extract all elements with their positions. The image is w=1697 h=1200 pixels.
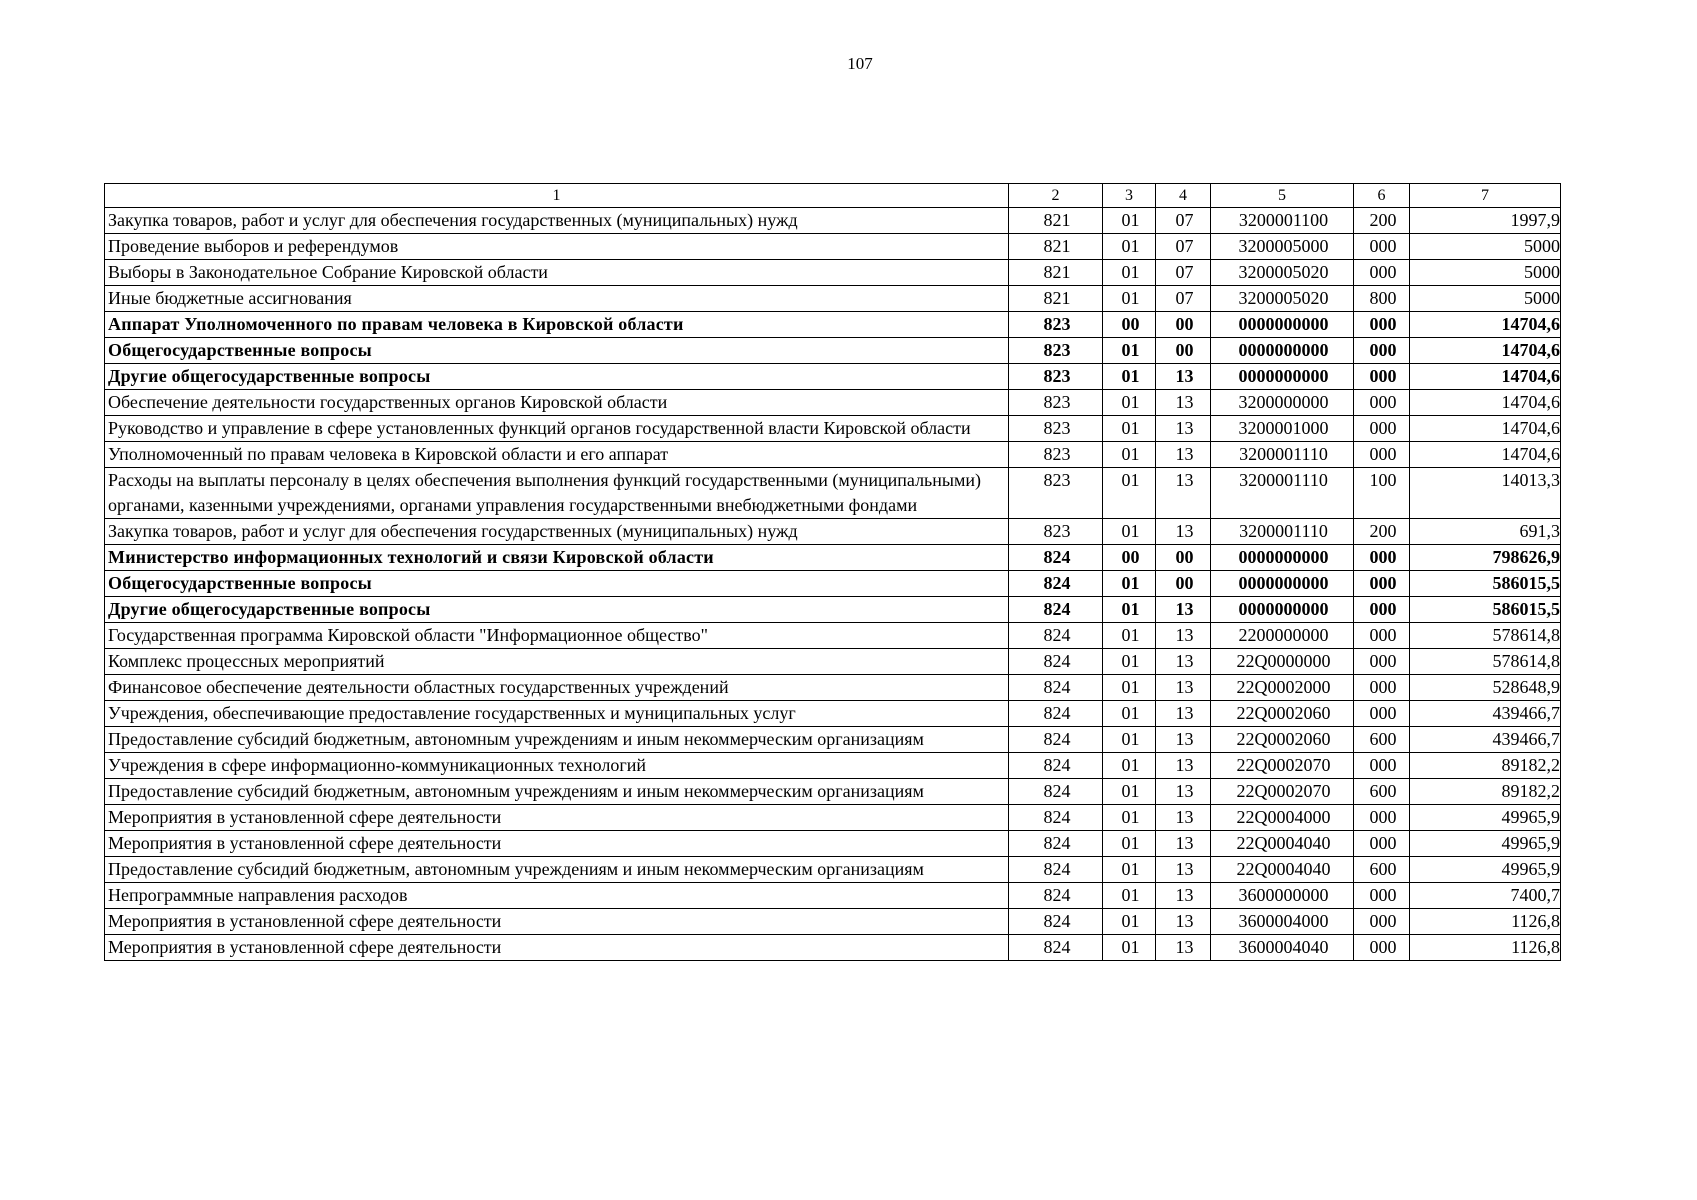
admin-code: 823 [1009,519,1103,545]
target-item-code: 3200001110 [1211,442,1354,468]
row-name: Государственная программа Кировской области "Информационное общество" [105,623,1009,649]
subsection-code: 13 [1156,675,1211,701]
expense-type-code: 100 [1354,468,1410,519]
amount: 5000 [1410,286,1561,312]
section-code: 01 [1103,701,1156,727]
expense-type-code: 000 [1354,701,1410,727]
section-code: 01 [1103,571,1156,597]
expense-type-code: 000 [1354,571,1410,597]
section-code: 01 [1103,208,1156,234]
target-item-code: 3600004040 [1211,935,1354,961]
subsection-code: 13 [1156,909,1211,935]
target-item-code: 22Q0004040 [1211,857,1354,883]
section-code: 01 [1103,234,1156,260]
expense-type-code: 200 [1354,519,1410,545]
section-code: 01 [1103,338,1156,364]
amount: 439466,7 [1410,701,1561,727]
subsection-code: 13 [1156,649,1211,675]
row-name: Непрограммные направления расходов [105,883,1009,909]
row-name: Министерство информационных технологий и связи Кировской области [105,545,1009,571]
column-header: 3 [1103,184,1156,208]
table-row [105,545,1561,571]
target-item-code: 22Q0002060 [1211,727,1354,753]
target-item-code: 22Q0002070 [1211,753,1354,779]
column-header: 5 [1211,184,1354,208]
section-code: 01 [1103,805,1156,831]
amount: 14013,3 [1410,468,1561,519]
section-code: 01 [1103,857,1156,883]
section-code: 01 [1103,597,1156,623]
row-name: Уполномоченный по правам человека в Кировской области и его аппарат [105,442,1009,468]
admin-code: 824 [1009,571,1103,597]
target-item-code: 3200005000 [1211,234,1354,260]
column-header: 4 [1156,184,1211,208]
subsection-code: 13 [1156,390,1211,416]
subsection-code: 07 [1156,260,1211,286]
amount: 49965,9 [1410,805,1561,831]
row-name: Аппарат Уполномоченного по правам человека в Кировской области [105,312,1009,338]
subsection-code: 13 [1156,623,1211,649]
subsection-code: 13 [1156,519,1211,545]
table-row [105,234,1561,260]
column-header: 7 [1410,184,1561,208]
admin-code: 824 [1009,727,1103,753]
admin-code: 824 [1009,857,1103,883]
target-item-code: 0000000000 [1211,571,1354,597]
row-name: Мероприятия в установленной сфере деятельности [105,831,1009,857]
column-header: 1 [105,184,1009,208]
amount: 49965,9 [1410,831,1561,857]
section-code: 01 [1103,909,1156,935]
amount: 5000 [1410,234,1561,260]
subsection-code: 13 [1156,857,1211,883]
expense-type-code: 800 [1354,286,1410,312]
admin-code: 823 [1009,312,1103,338]
subsection-code: 00 [1156,571,1211,597]
amount: 1997,9 [1410,208,1561,234]
target-item-code: 3200005020 [1211,260,1354,286]
row-name: Мероприятия в установленной сфере деятельности [105,909,1009,935]
table-row [105,442,1561,468]
table-row [105,909,1561,935]
expense-type-code: 000 [1354,753,1410,779]
expense-type-code: 200 [1354,208,1410,234]
table-row [105,805,1561,831]
admin-code: 821 [1009,260,1103,286]
admin-code: 823 [1009,338,1103,364]
admin-code: 821 [1009,286,1103,312]
amount: 89182,2 [1410,753,1561,779]
amount: 49965,9 [1410,857,1561,883]
amount: 586015,5 [1410,597,1561,623]
row-name: Учреждения в сфере информационно-коммуникационных технологий [105,753,1009,779]
expense-type-code: 600 [1354,779,1410,805]
amount: 1126,8 [1410,909,1561,935]
subsection-code: 13 [1156,753,1211,779]
expense-type-code: 000 [1354,390,1410,416]
row-name: Мероприятия в установленной сфере деятельности [105,935,1009,961]
table-row [105,519,1561,545]
amount: 1126,8 [1410,935,1561,961]
subsection-code: 13 [1156,468,1211,519]
admin-code: 824 [1009,597,1103,623]
subsection-code: 13 [1156,416,1211,442]
expense-type-code: 000 [1354,234,1410,260]
subsection-code: 13 [1156,442,1211,468]
table-row [105,753,1561,779]
target-item-code: 22Q0002060 [1211,701,1354,727]
expense-type-code: 000 [1354,312,1410,338]
subsection-code: 13 [1156,935,1211,961]
table-row [105,935,1561,961]
target-item-code: 0000000000 [1211,545,1354,571]
section-code: 01 [1103,675,1156,701]
row-name: Общегосударственные вопросы [105,571,1009,597]
amount: 7400,7 [1410,883,1561,909]
target-item-code: 3600000000 [1211,883,1354,909]
subsection-code: 07 [1156,208,1211,234]
subsection-code: 13 [1156,364,1211,390]
expense-type-code: 000 [1354,649,1410,675]
amount: 14704,6 [1410,364,1561,390]
amount: 798626,9 [1410,545,1561,571]
section-code: 00 [1103,545,1156,571]
subsection-code: 13 [1156,831,1211,857]
table-row [105,597,1561,623]
amount: 14704,6 [1410,416,1561,442]
admin-code: 821 [1009,234,1103,260]
section-code: 01 [1103,416,1156,442]
target-item-code: 0000000000 [1211,338,1354,364]
table-row [105,416,1561,442]
subsection-code: 00 [1156,338,1211,364]
target-item-code: 3200001110 [1211,468,1354,519]
subsection-code: 13 [1156,701,1211,727]
table-row [105,260,1561,286]
table-row [105,727,1561,753]
table-row [105,649,1561,675]
admin-code: 824 [1009,779,1103,805]
section-code: 01 [1103,468,1156,519]
amount: 439466,7 [1410,727,1561,753]
row-name: Обеспечение деятельности государственных органов Кировской области [105,390,1009,416]
admin-code: 824 [1009,805,1103,831]
subsection-code: 13 [1156,805,1211,831]
amount: 89182,2 [1410,779,1561,805]
row-name: Руководство и управление в сфере установленных функций органов государственной власти Кировской области [105,416,1009,442]
amount: 578614,8 [1410,623,1561,649]
expense-type-code: 600 [1354,857,1410,883]
admin-code: 824 [1009,883,1103,909]
row-name: Мероприятия в установленной сфере деятельности [105,805,1009,831]
subsection-code: 00 [1156,545,1211,571]
row-name: Общегосударственные вопросы [105,338,1009,364]
section-code: 01 [1103,623,1156,649]
target-item-code: 0000000000 [1211,597,1354,623]
row-name: Финансовое обеспечение деятельности областных государственных учреждений [105,675,1009,701]
subsection-code: 07 [1156,234,1211,260]
target-item-code: 22Q0002000 [1211,675,1354,701]
amount: 14704,6 [1410,338,1561,364]
target-item-code: 3200001000 [1211,416,1354,442]
expense-type-code: 000 [1354,675,1410,701]
expense-type-code: 000 [1354,260,1410,286]
expense-type-code: 000 [1354,442,1410,468]
admin-code: 824 [1009,909,1103,935]
table-row [105,831,1561,857]
section-code: 01 [1103,727,1156,753]
section-code: 01 [1103,883,1156,909]
table-row [105,338,1561,364]
table-row [105,701,1561,727]
expense-type-code: 000 [1354,364,1410,390]
target-item-code: 3200005020 [1211,286,1354,312]
section-code: 01 [1103,649,1156,675]
amount: 578614,8 [1410,649,1561,675]
amount: 528648,9 [1410,675,1561,701]
target-item-code: 0000000000 [1211,312,1354,338]
budget-table [104,183,1561,961]
expense-type-code: 000 [1354,831,1410,857]
target-item-code: 22Q0000000 [1211,649,1354,675]
row-name: Комплекс процессных мероприятий [105,649,1009,675]
table-row [105,390,1561,416]
row-name: Предоставление субсидий бюджетным, автономным учреждениям и иным некоммерческим организациям [105,857,1009,883]
target-item-code: 3200001110 [1211,519,1354,545]
expense-type-code: 000 [1354,416,1410,442]
target-item-code: 0000000000 [1211,364,1354,390]
row-name: Иные бюджетные ассигнования [105,286,1009,312]
column-header: 6 [1354,184,1410,208]
section-code: 01 [1103,286,1156,312]
table-row [105,883,1561,909]
section-code: 01 [1103,364,1156,390]
expense-type-code: 000 [1354,935,1410,961]
admin-code: 824 [1009,623,1103,649]
table-row [105,675,1561,701]
section-code: 01 [1103,753,1156,779]
subsection-code: 00 [1156,312,1211,338]
expense-type-code: 000 [1354,805,1410,831]
admin-code: 823 [1009,416,1103,442]
amount: 14704,6 [1410,442,1561,468]
row-name: Проведение выборов и референдумов [105,234,1009,260]
row-name: Расходы на выплаты персоналу в целях обеспечения выполнения функций государственными (муниципальными) органами, казенными учреждениями, органами управления государственными внебюджетными фондами [105,468,1009,519]
admin-code: 824 [1009,545,1103,571]
admin-code: 823 [1009,364,1103,390]
table-row [105,312,1561,338]
table-row [105,623,1561,649]
expense-type-code: 000 [1354,545,1410,571]
table-row [105,857,1561,883]
row-name: Учреждения, обеспечивающие предоставление государственных и муниципальных услуг [105,701,1009,727]
admin-code: 824 [1009,753,1103,779]
row-name: Выборы в Законодательное Собрание Кировской области [105,260,1009,286]
subsection-code: 13 [1156,727,1211,753]
admin-code: 824 [1009,701,1103,727]
subsection-code: 13 [1156,779,1211,805]
amount: 14704,6 [1410,390,1561,416]
section-code: 01 [1103,779,1156,805]
target-item-code: 3600004000 [1211,909,1354,935]
expense-type-code: 000 [1354,883,1410,909]
subsection-code: 07 [1156,286,1211,312]
row-name: Закупка товаров, работ и услуг для обеспечения государственных (муниципальных) нужд [105,208,1009,234]
amount: 14704,6 [1410,312,1561,338]
amount: 691,3 [1410,519,1561,545]
section-code: 01 [1103,390,1156,416]
admin-code: 821 [1009,208,1103,234]
row-name: Предоставление субсидий бюджетным, автономным учреждениям и иным некоммерческим организациям [105,727,1009,753]
table-row [105,208,1561,234]
subsection-code: 13 [1156,883,1211,909]
admin-code: 823 [1009,442,1103,468]
section-code: 01 [1103,519,1156,545]
target-item-code: 3200001100 [1211,208,1354,234]
amount: 5000 [1410,260,1561,286]
row-name: Другие общегосударственные вопросы [105,364,1009,390]
subsection-code: 13 [1156,597,1211,623]
admin-code: 823 [1009,390,1103,416]
section-code: 01 [1103,831,1156,857]
target-item-code: 22Q0004000 [1211,805,1354,831]
admin-code: 824 [1009,935,1103,961]
target-item-code: 3200000000 [1211,390,1354,416]
row-name: Предоставление субсидий бюджетным, автономным учреждениям и иным некоммерческим организациям [105,779,1009,805]
table-row [105,571,1561,597]
table-row [105,364,1561,390]
table-row [105,286,1561,312]
column-header-row [105,184,1561,208]
section-code: 01 [1103,442,1156,468]
admin-code: 823 [1009,468,1103,519]
amount: 586015,5 [1410,571,1561,597]
section-code: 01 [1103,260,1156,286]
section-code: 00 [1103,312,1156,338]
expense-type-code: 000 [1354,623,1410,649]
row-name: Закупка товаров, работ и услуг для обеспечения государственных (муниципальных) нужд [105,519,1009,545]
row-name: Другие общегосударственные вопросы [105,597,1009,623]
section-code: 01 [1103,935,1156,961]
expense-type-code: 000 [1354,338,1410,364]
table-row [105,468,1561,519]
expense-type-code: 000 [1354,597,1410,623]
target-item-code: 2200000000 [1211,623,1354,649]
page-number: 107 [847,54,873,73]
admin-code: 824 [1009,649,1103,675]
admin-code: 824 [1009,675,1103,701]
table-row [105,779,1561,805]
target-item-code: 22Q0004040 [1211,831,1354,857]
target-item-code: 22Q0002070 [1211,779,1354,805]
expense-type-code: 600 [1354,727,1410,753]
admin-code: 824 [1009,831,1103,857]
expense-type-code: 000 [1354,909,1410,935]
column-header: 2 [1009,184,1103,208]
